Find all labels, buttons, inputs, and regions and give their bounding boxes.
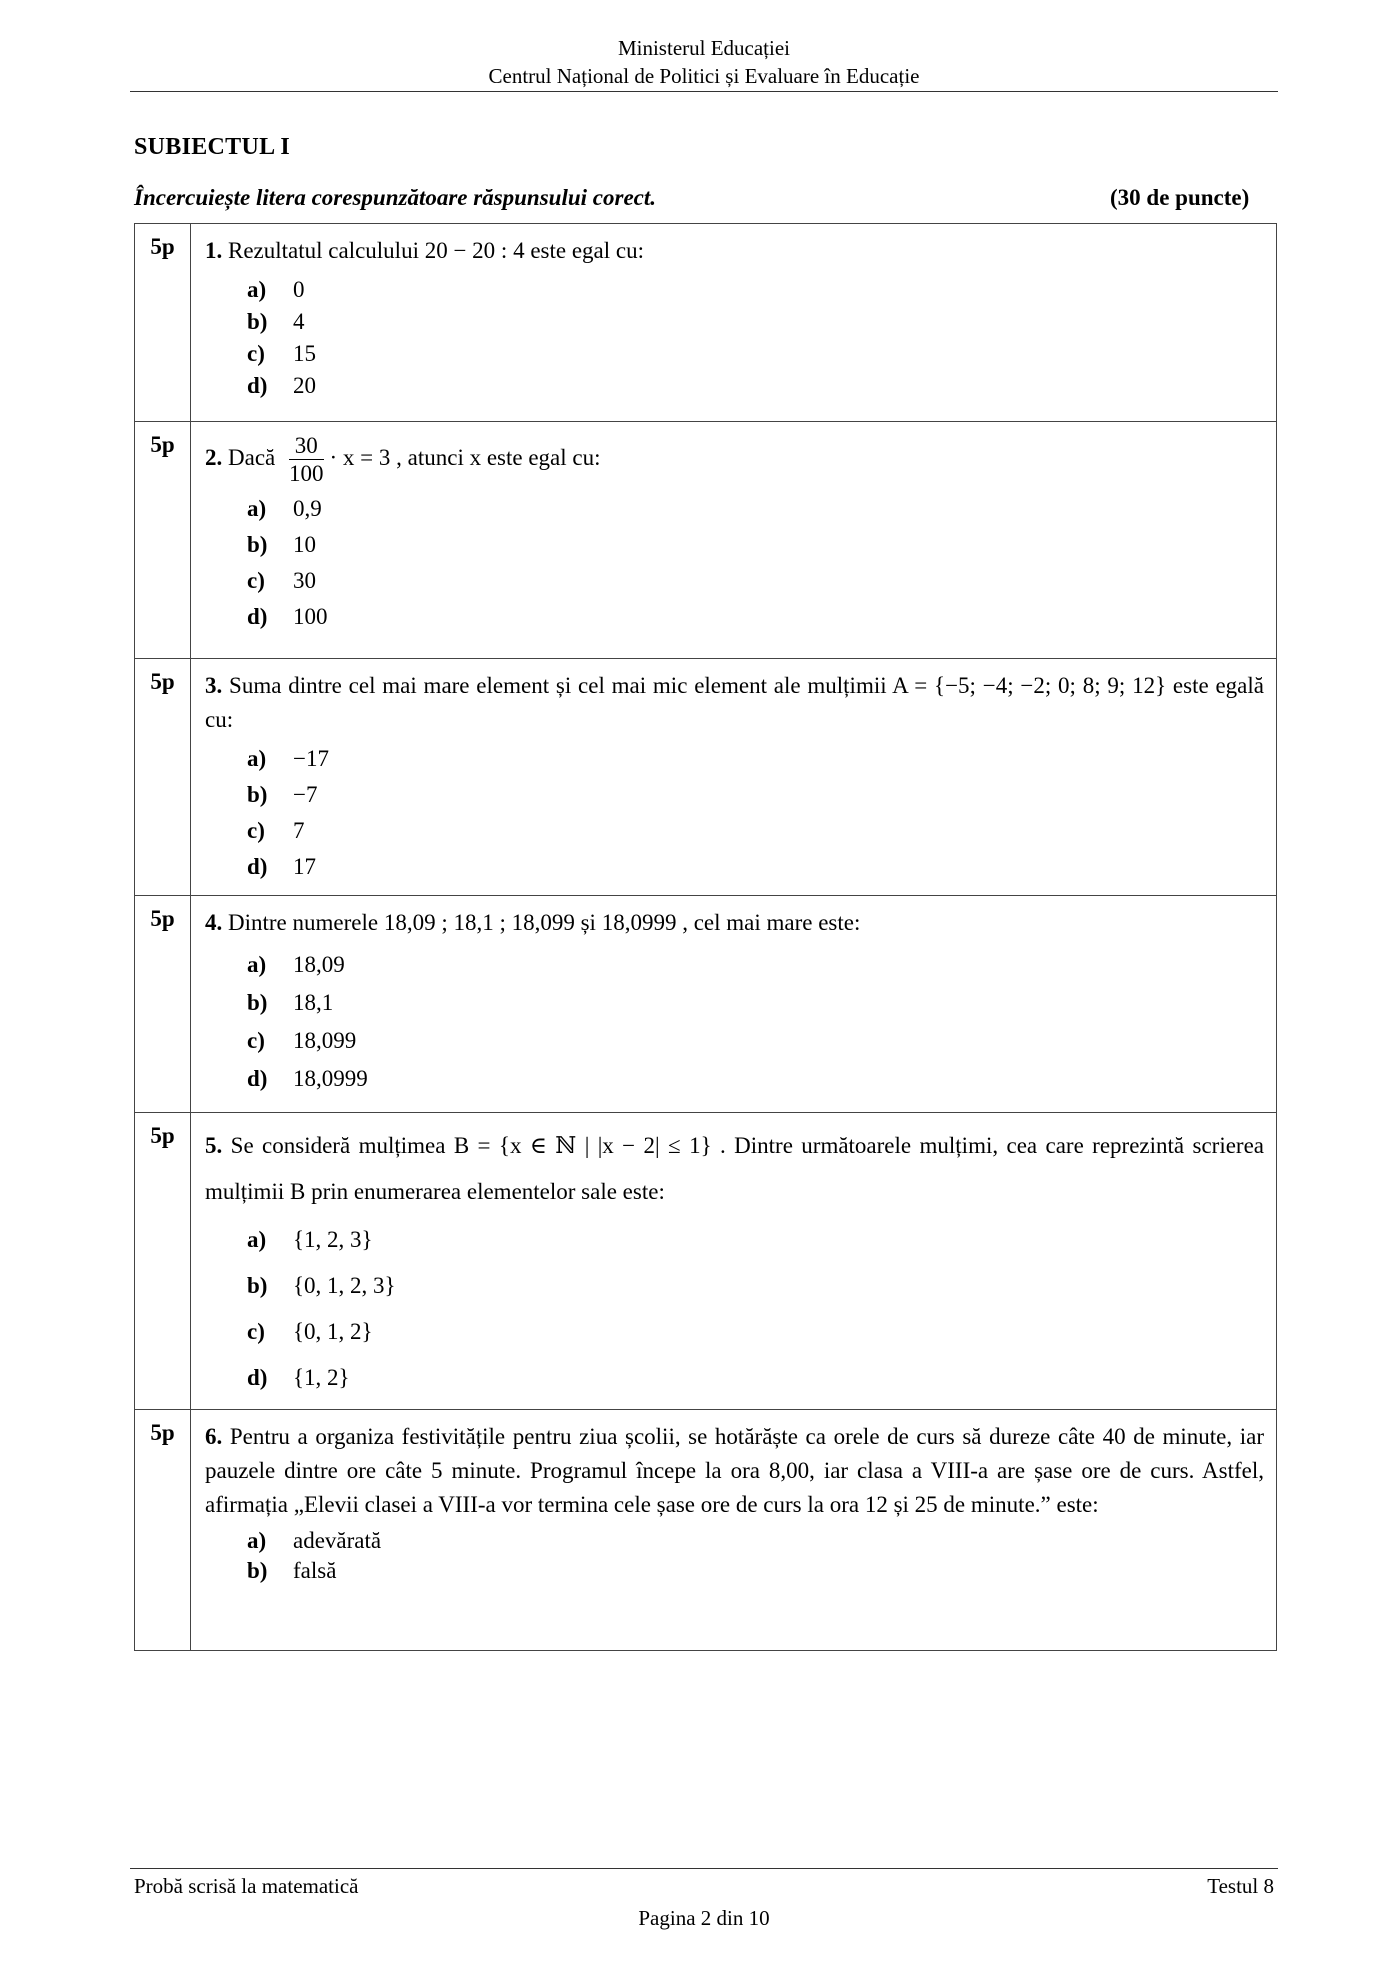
question-text-after: · x = 3 , atunci x este egal cu:: [329, 444, 601, 470]
question-body: [191, 1113, 1277, 1410]
question-text-before: Dacă: [228, 444, 276, 470]
question-row: [135, 659, 1277, 896]
page-header: [130, 34, 1278, 90]
subject-points: (30 de puncte): [1110, 185, 1250, 210]
option-value: 17: [293, 854, 316, 879]
option-letter: c): [247, 568, 265, 593]
answer-option[interactable]: [247, 338, 1264, 370]
question-number: 1.: [205, 238, 223, 263]
question-row: [135, 224, 1277, 422]
option-value: 18,09: [293, 952, 345, 977]
question-text: Se consideră mulțimea B = {x ∈ ℕ | |x − 2| ≤ 1} . Dintre următoarele mulțimi, cea care reprezintă scrierea mulțimii B prin enumerarea elementelor sale este:: [205, 1133, 1265, 1204]
option-letter: d): [247, 854, 268, 879]
option-letter: c): [247, 1319, 265, 1344]
option-letter: a): [247, 496, 267, 521]
question-number: 5.: [205, 1133, 223, 1158]
option-value: 18,099: [293, 1028, 357, 1053]
answer-option[interactable]: [247, 813, 1264, 849]
footer-exam-name: Probă scrisă la matematică: [134, 1874, 359, 1898]
option-value: 18,1: [293, 990, 334, 1015]
question-row: [135, 422, 1277, 659]
fraction: [289, 432, 324, 487]
option-letter: b): [247, 1273, 268, 1298]
answer-option[interactable]: [247, 984, 1264, 1022]
option-letter: b): [247, 990, 268, 1015]
footer-test-number: Testul 8: [1207, 1874, 1274, 1898]
answer-option[interactable]: [247, 370, 1264, 402]
header-ministry: Ministerul Educației: [617, 36, 791, 60]
answer-option[interactable]: [247, 1060, 1264, 1098]
answer-option[interactable]: [247, 1217, 1264, 1263]
answer-option[interactable]: [247, 849, 1264, 885]
footer-page-number: Pagina 2 din 10: [638, 1906, 770, 1930]
questions-table: [134, 223, 1277, 1651]
answer-option[interactable]: [247, 1022, 1264, 1060]
answer-option[interactable]: [247, 1309, 1264, 1355]
answer-option[interactable]: [247, 1556, 1264, 1586]
option-letter: b): [247, 782, 268, 807]
option-value: falsă: [293, 1558, 337, 1583]
option-value: 18,0999: [293, 1066, 368, 1091]
option-value: 4: [293, 309, 305, 334]
option-letter: b): [247, 309, 268, 334]
answer-option[interactable]: [247, 491, 1264, 527]
question-body: [191, 422, 1277, 659]
question-body: [191, 1410, 1277, 1651]
answer-option[interactable]: [247, 306, 1264, 338]
option-value: {0, 1, 2, 3}: [293, 1273, 396, 1298]
footer-divider: [130, 1868, 1278, 1869]
answer-option[interactable]: [247, 599, 1264, 635]
option-value: adevărată: [293, 1528, 382, 1553]
option-value: 20: [293, 373, 316, 398]
option-value: 100: [293, 604, 328, 629]
option-letter: a): [247, 952, 267, 977]
answer-option[interactable]: [247, 1526, 1264, 1556]
option-letter: d): [247, 1365, 268, 1390]
fraction-denominator: 100: [289, 461, 324, 486]
question-number: 4.: [205, 910, 223, 935]
option-value: 0: [293, 277, 305, 302]
subject-title: SUBIECTUL I: [134, 134, 291, 160]
option-value: {1, 2, 3}: [293, 1227, 373, 1252]
option-value: −17: [293, 746, 329, 771]
answer-option[interactable]: [247, 777, 1264, 813]
option-value: {1, 2}: [293, 1365, 350, 1390]
option-letter: c): [247, 1028, 265, 1053]
option-value: 30: [293, 568, 316, 593]
fraction-numerator: 30: [289, 432, 324, 460]
header-divider: [130, 91, 1278, 92]
option-letter: d): [247, 604, 268, 629]
option-value: {0, 1, 2}: [293, 1319, 373, 1344]
question-row: [135, 1113, 1277, 1410]
option-value: 0,9: [293, 496, 322, 521]
subject-instruction: Încercuiește litera corespunzătoare răspunsului corect.: [134, 185, 657, 210]
question-body: [191, 224, 1277, 422]
question-text: Pentru a organiza festivitățile pentru ziua școlii, se hotărăște ca orele de curs să dureze câte 40 de minute, iar pauzele dintre ore câte 5 minute. Programul începe la ora 8,00, iar clasa a VIII-a are șase ore de curs. Astfel, afirmația „Elevii clasei a VIII-a vor termina cele șase ore de curs la ora 12 și 25 de minute.” este:: [205, 1424, 1264, 1517]
question-points: 5p: [135, 1410, 191, 1651]
answer-option[interactable]: [247, 563, 1264, 599]
question-body: [191, 659, 1277, 896]
question-points: 5p: [135, 896, 191, 1113]
question-text: Dintre numerele 18,09 ; 18,1 ; 18,099 și 18,0999 , cel mai mare este:: [228, 910, 861, 935]
option-letter: a): [247, 1528, 267, 1553]
option-letter: d): [247, 373, 268, 398]
question-text: Rezultatul calculului 20 − 20 : 4 este egal cu:: [228, 238, 644, 263]
answer-option[interactable]: [247, 946, 1264, 984]
question-row: [135, 1410, 1277, 1651]
question-points: 5p: [135, 224, 191, 422]
answer-option[interactable]: [247, 1355, 1264, 1401]
option-letter: b): [247, 532, 268, 557]
option-letter: c): [247, 818, 265, 843]
question-number: 2.: [205, 444, 223, 470]
question-points: 5p: [135, 659, 191, 896]
option-letter: a): [247, 277, 267, 302]
option-letter: b): [247, 1558, 268, 1583]
question-row: [135, 896, 1277, 1113]
question-points: 5p: [135, 422, 191, 659]
option-letter: c): [247, 341, 265, 366]
option-letter: d): [247, 1066, 268, 1091]
answer-option[interactable]: [247, 274, 1264, 306]
answer-option[interactable]: [247, 741, 1264, 777]
question-number: 6.: [205, 1424, 223, 1449]
answer-option[interactable]: [247, 1263, 1264, 1309]
answer-option[interactable]: [247, 527, 1264, 563]
question-points: 5p: [135, 1113, 191, 1410]
option-letter: a): [247, 746, 267, 771]
option-letter: a): [247, 1227, 267, 1252]
option-value: 10: [293, 532, 316, 557]
header-center: Centrul Național de Politici și Evaluare în Educație: [488, 64, 920, 88]
option-value: −7: [293, 782, 318, 807]
option-value: 15: [293, 341, 316, 366]
question-number: 3.: [205, 673, 223, 698]
option-value: 7: [293, 818, 305, 843]
question-text: Suma dintre cel mai mare element și cel mai mic element ale mulțimii A = {−5; −4; −2; 0; 8; 9; 12} este egală cu:: [205, 673, 1264, 732]
question-body: [191, 896, 1277, 1113]
